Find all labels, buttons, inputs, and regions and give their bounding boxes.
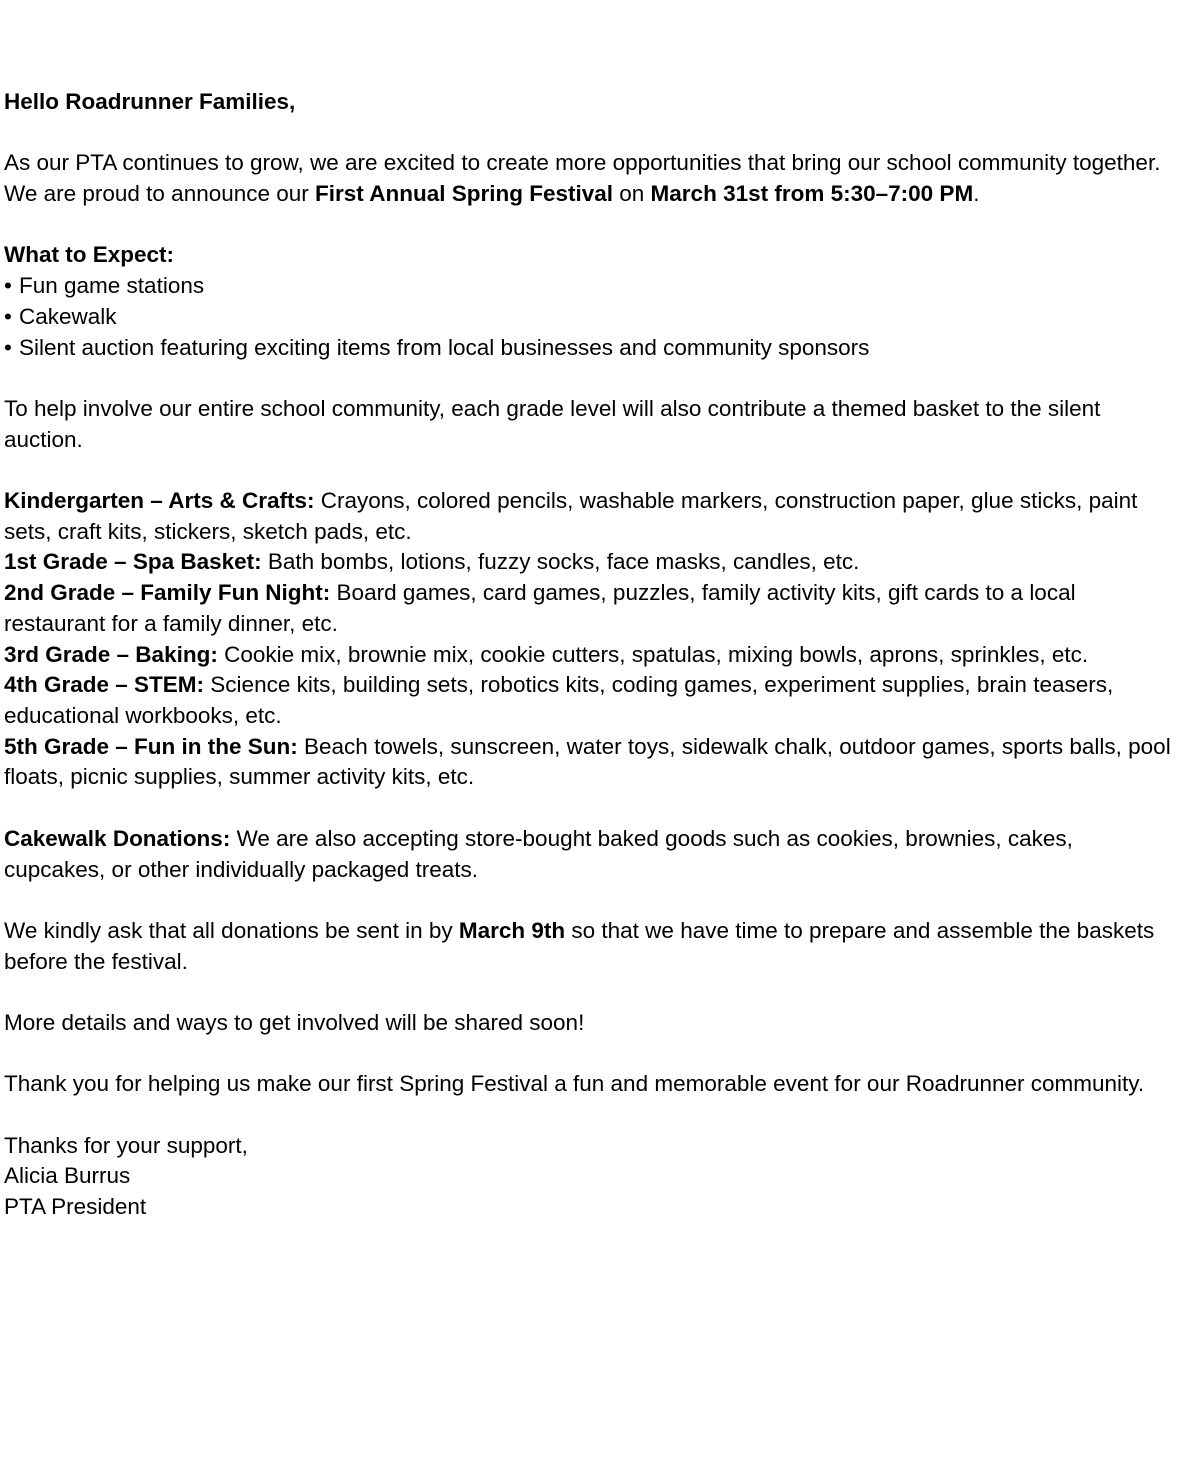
- signer-title: PTA President: [4, 1194, 147, 1220]
- grade-basket-2nd: 2nd Grade – Family Fun Night: Board games, card games, puzzles, family activity kits, gift cards to a local restaurant for a family dinner, etc.: [4, 580, 1076, 636]
- event-date: March 31st from 5:30–7:00 PM: [650, 181, 974, 207]
- deadline-date: March 9th: [458, 917, 566, 943]
- expect-heading: What to Expect:: [4, 242, 175, 268]
- grade-basket-4th: 4th Grade – STEM: Science kits, building sets, robotics kits, coding games, experiment supplies, brain teasers, educational workbooks, etc.: [4, 672, 1114, 728]
- closing: Thanks for your support,: [4, 1132, 248, 1158]
- letter-body: [4, 87, 1172, 1223]
- signoff: [4, 1131, 1172, 1223]
- intro-paragraph: [4, 148, 1172, 209]
- signer-name: Alicia Burrus: [4, 1163, 131, 1189]
- bullet-icon: •: [4, 273, 12, 299]
- baskets-intro: To help involve our entire school community, each grade level will also contribute a themed basket to the silent auction.: [4, 395, 1101, 452]
- bullet-icon: •: [4, 334, 12, 360]
- thank-you-paragraph: Thank you for helping us make our first Spring Festival a fun and memorable event for our Roadrunner community.: [4, 1071, 1145, 1097]
- list-item: • Silent auction featuring exciting items from local businesses and community sponsors: [4, 333, 1172, 364]
- intro-text-1: As our PTA continues to grow, we are excited to create more opportunities that bring our school community together. We are proud to announce our: [4, 150, 1161, 207]
- more-details: More details and ways to get involved will be shared soon!: [4, 1009, 585, 1035]
- grade-baskets: [4, 486, 1172, 793]
- grade-basket-5th: 5th Grade – Fun in the Sun: Beach towels, sunscreen, water toys, sidewalk chalk, outdoor games, sports balls, pool floats, picnic supplies, summer activity kits, etc.: [4, 733, 1171, 790]
- grade-basket-kindergarten: Kindergarten – Arts & Crafts: Crayons, colored pencils, washable markers, construction paper, glue sticks, paint sets, craft kits, stickers, sketch pads, etc.: [4, 488, 1138, 544]
- grade-basket-1st: 1st Grade – Spa Basket: Bath bombs, lotions, fuzzy socks, face masks, candles, etc.: [4, 549, 860, 575]
- event-name: First Annual Spring Festival: [315, 181, 614, 207]
- cakewalk-paragraph: Cakewalk Donations: We are also accepting store-bought baked goods such as cookies, brownies, cakes, cupcakes, or other individually packaged treats.: [4, 825, 1073, 882]
- intro-text-2: on: [613, 181, 651, 207]
- bullet-icon: •: [4, 303, 12, 329]
- deadline-paragraph: We kindly ask that all donations be sent in by March 9th so that we have time to prepare and assemble the baskets before the festival.: [4, 917, 1155, 974]
- list-item: • Fun game stations: [4, 271, 1172, 302]
- grade-basket-3rd: 3rd Grade – Baking: Cookie mix, brownie mix, cookie cutters, spatulas, mixing bowls, aprons, sprinkles, etc.: [4, 641, 1089, 667]
- list-item: • Cakewalk: [4, 302, 1172, 333]
- expect-list: [4, 271, 1172, 363]
- greeting: Hello Roadrunner Families,: [4, 89, 296, 114]
- intro-text-3: .: [973, 181, 980, 207]
